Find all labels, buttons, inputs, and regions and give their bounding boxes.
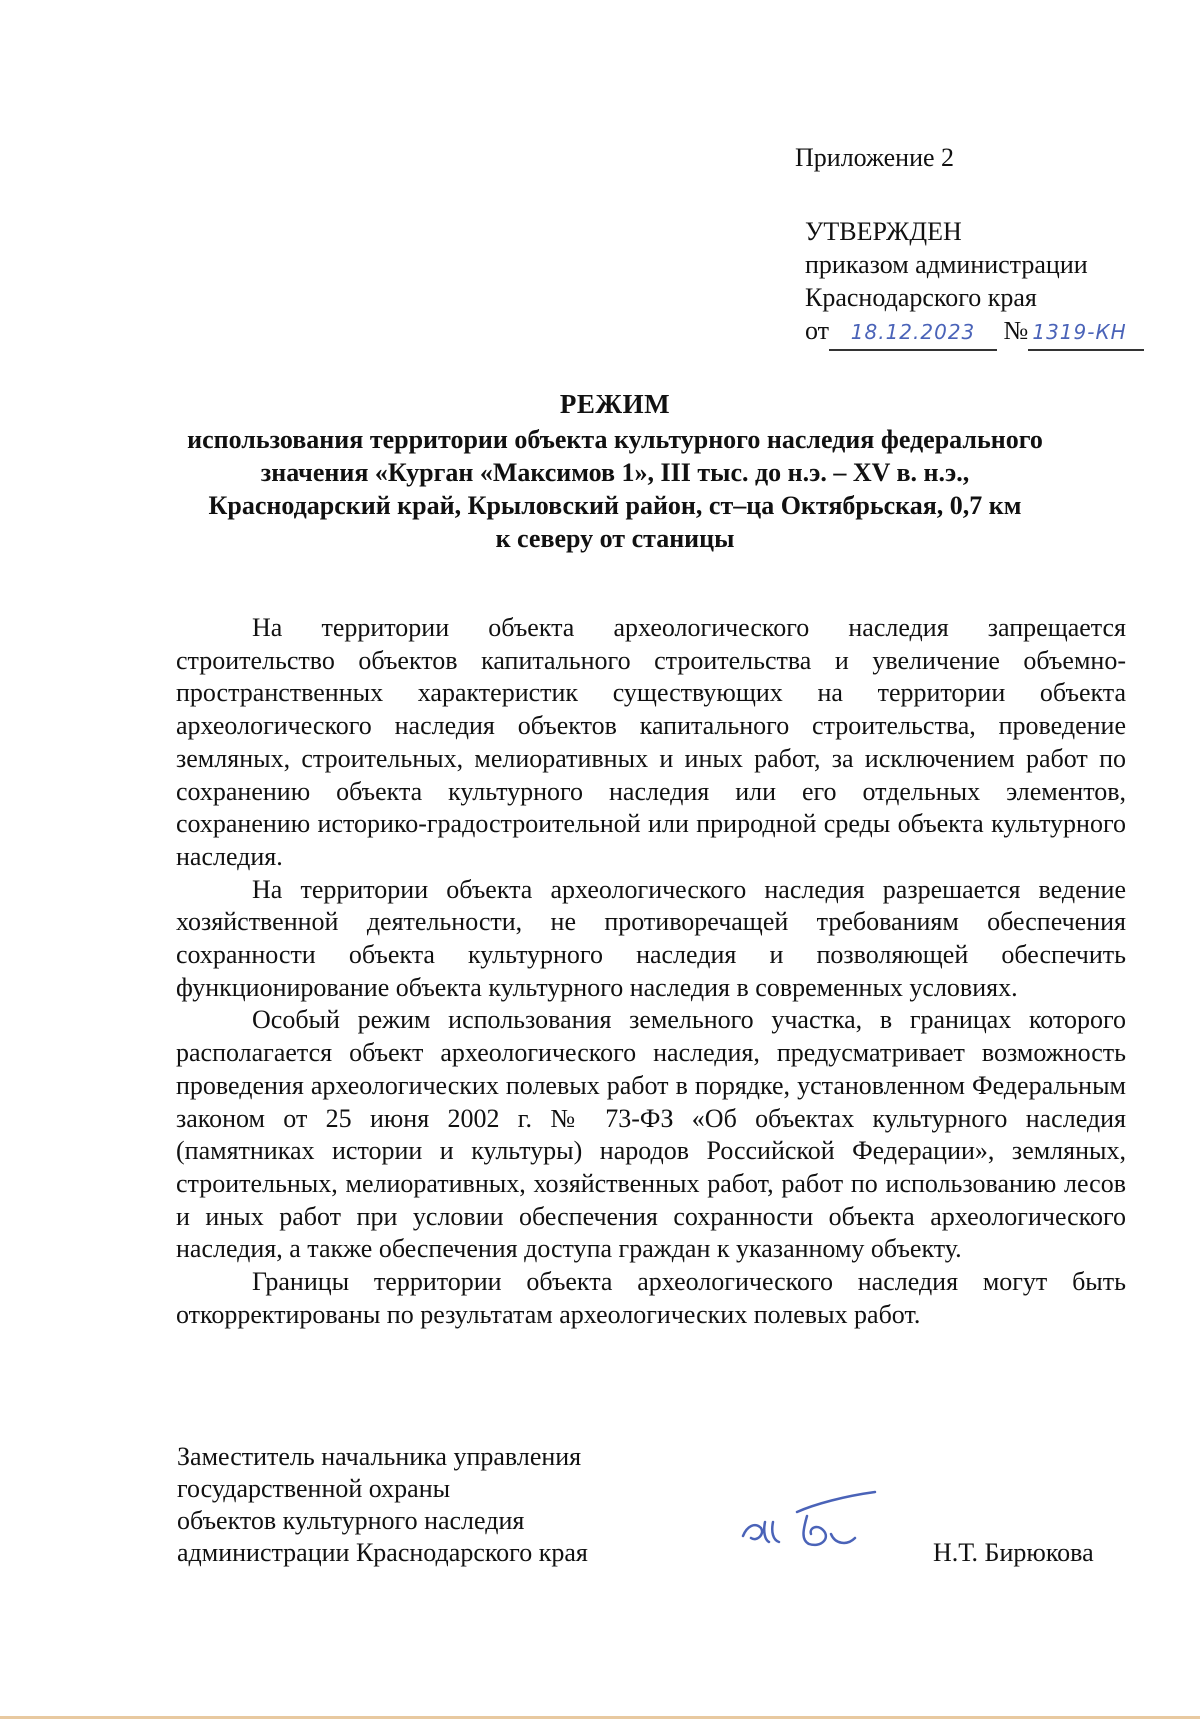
approval-stamp-block (805, 215, 1144, 351)
appendix-label: Приложение 2 (795, 143, 955, 172)
position-line-4: администрации Краснодарского края (177, 1538, 588, 1567)
number-prefix: № (1003, 316, 1029, 345)
approval-line-2: Краснодарского края (805, 283, 1037, 312)
approval-line-1: приказом администрации (805, 250, 1088, 279)
handwritten-number: 1319-КН (1032, 320, 1127, 344)
approval-date-number-line (805, 314, 1144, 351)
signatory-position (177, 1441, 588, 1569)
document-heading: РЕЖИМ (559, 389, 671, 419)
title-line-3: Краснодарский край, Крыловский район, ст–ца Октябрьская, 0,7 км (208, 491, 1022, 520)
date-prefix: от (805, 316, 830, 345)
body-paragraph: Особый режим использования земельного участка, в границах которого располагается объект археологического наследия, предусматривает возможность проведения археологических полевых работ в порядке, установленном Федеральным законом от 25 июня 2002 г. № 73-ФЗ «Об объектах культурного наследия (памятниках истории и культуры) народов Российской Федерации», земляных, строительных, мелиоративных, хозяйственных работ, работ по использованию лесов и иных работ при условии обеспечения сохранности объекта археологического наследия, а также обеспечения доступа граждан к указанному объекту. (176, 1005, 1126, 1264)
body-paragraph: На территории объекта археологического наследия разрешается ведение хозяйственной деятельности, не противоречащей требованиям обеспечения сохранности объекта культурного наследия и позволяющей обеспечить функционирование объекта культурного наследия в современных условиях. (176, 874, 1126, 1002)
position-line-1: Заместитель начальника управления (177, 1442, 582, 1471)
document-body (176, 612, 1126, 1331)
title-line-2: значения «Курган «Максимов 1», III тыс. до н.э. – XV в. н.э., (260, 458, 970, 487)
handwritten-date: 18.12.2023 (850, 320, 976, 344)
approved-label: УТВЕРЖДЕН (805, 217, 962, 246)
position-line-3: объектов культурного наследия (177, 1506, 525, 1535)
number-field (1028, 314, 1144, 351)
body-paragraph: На территории объекта археологического наследия запрещается строительство объектов капитального строительства и увеличение объемно-пространственных характеристик существующих на территории объекта археологического наследия объектов капитального строительства, проведение земляных, строительных, мелиоративных и иных работ, за исключением работ по сохранению объекта культурного наследия или его отдельных элементов, сохранению историко-градостроительной или природной среды объекта культурного наследия. (176, 613, 1126, 871)
signer-name: Н.Т. Бирюкова (933, 1538, 1094, 1567)
body-paragraph: Границы территории объекта археологического наследия могут быть откорректированы по результатам археологических полевых работ. (176, 1267, 1126, 1329)
title-line-4: к северу от станицы (495, 524, 735, 553)
handwritten-signature (735, 1478, 895, 1558)
date-field (829, 314, 997, 351)
document-title-block (170, 388, 1060, 555)
title-line-1: использования территории объекта культурного наследия федерального (187, 425, 1043, 454)
position-line-2: государственной охраны (177, 1474, 451, 1503)
